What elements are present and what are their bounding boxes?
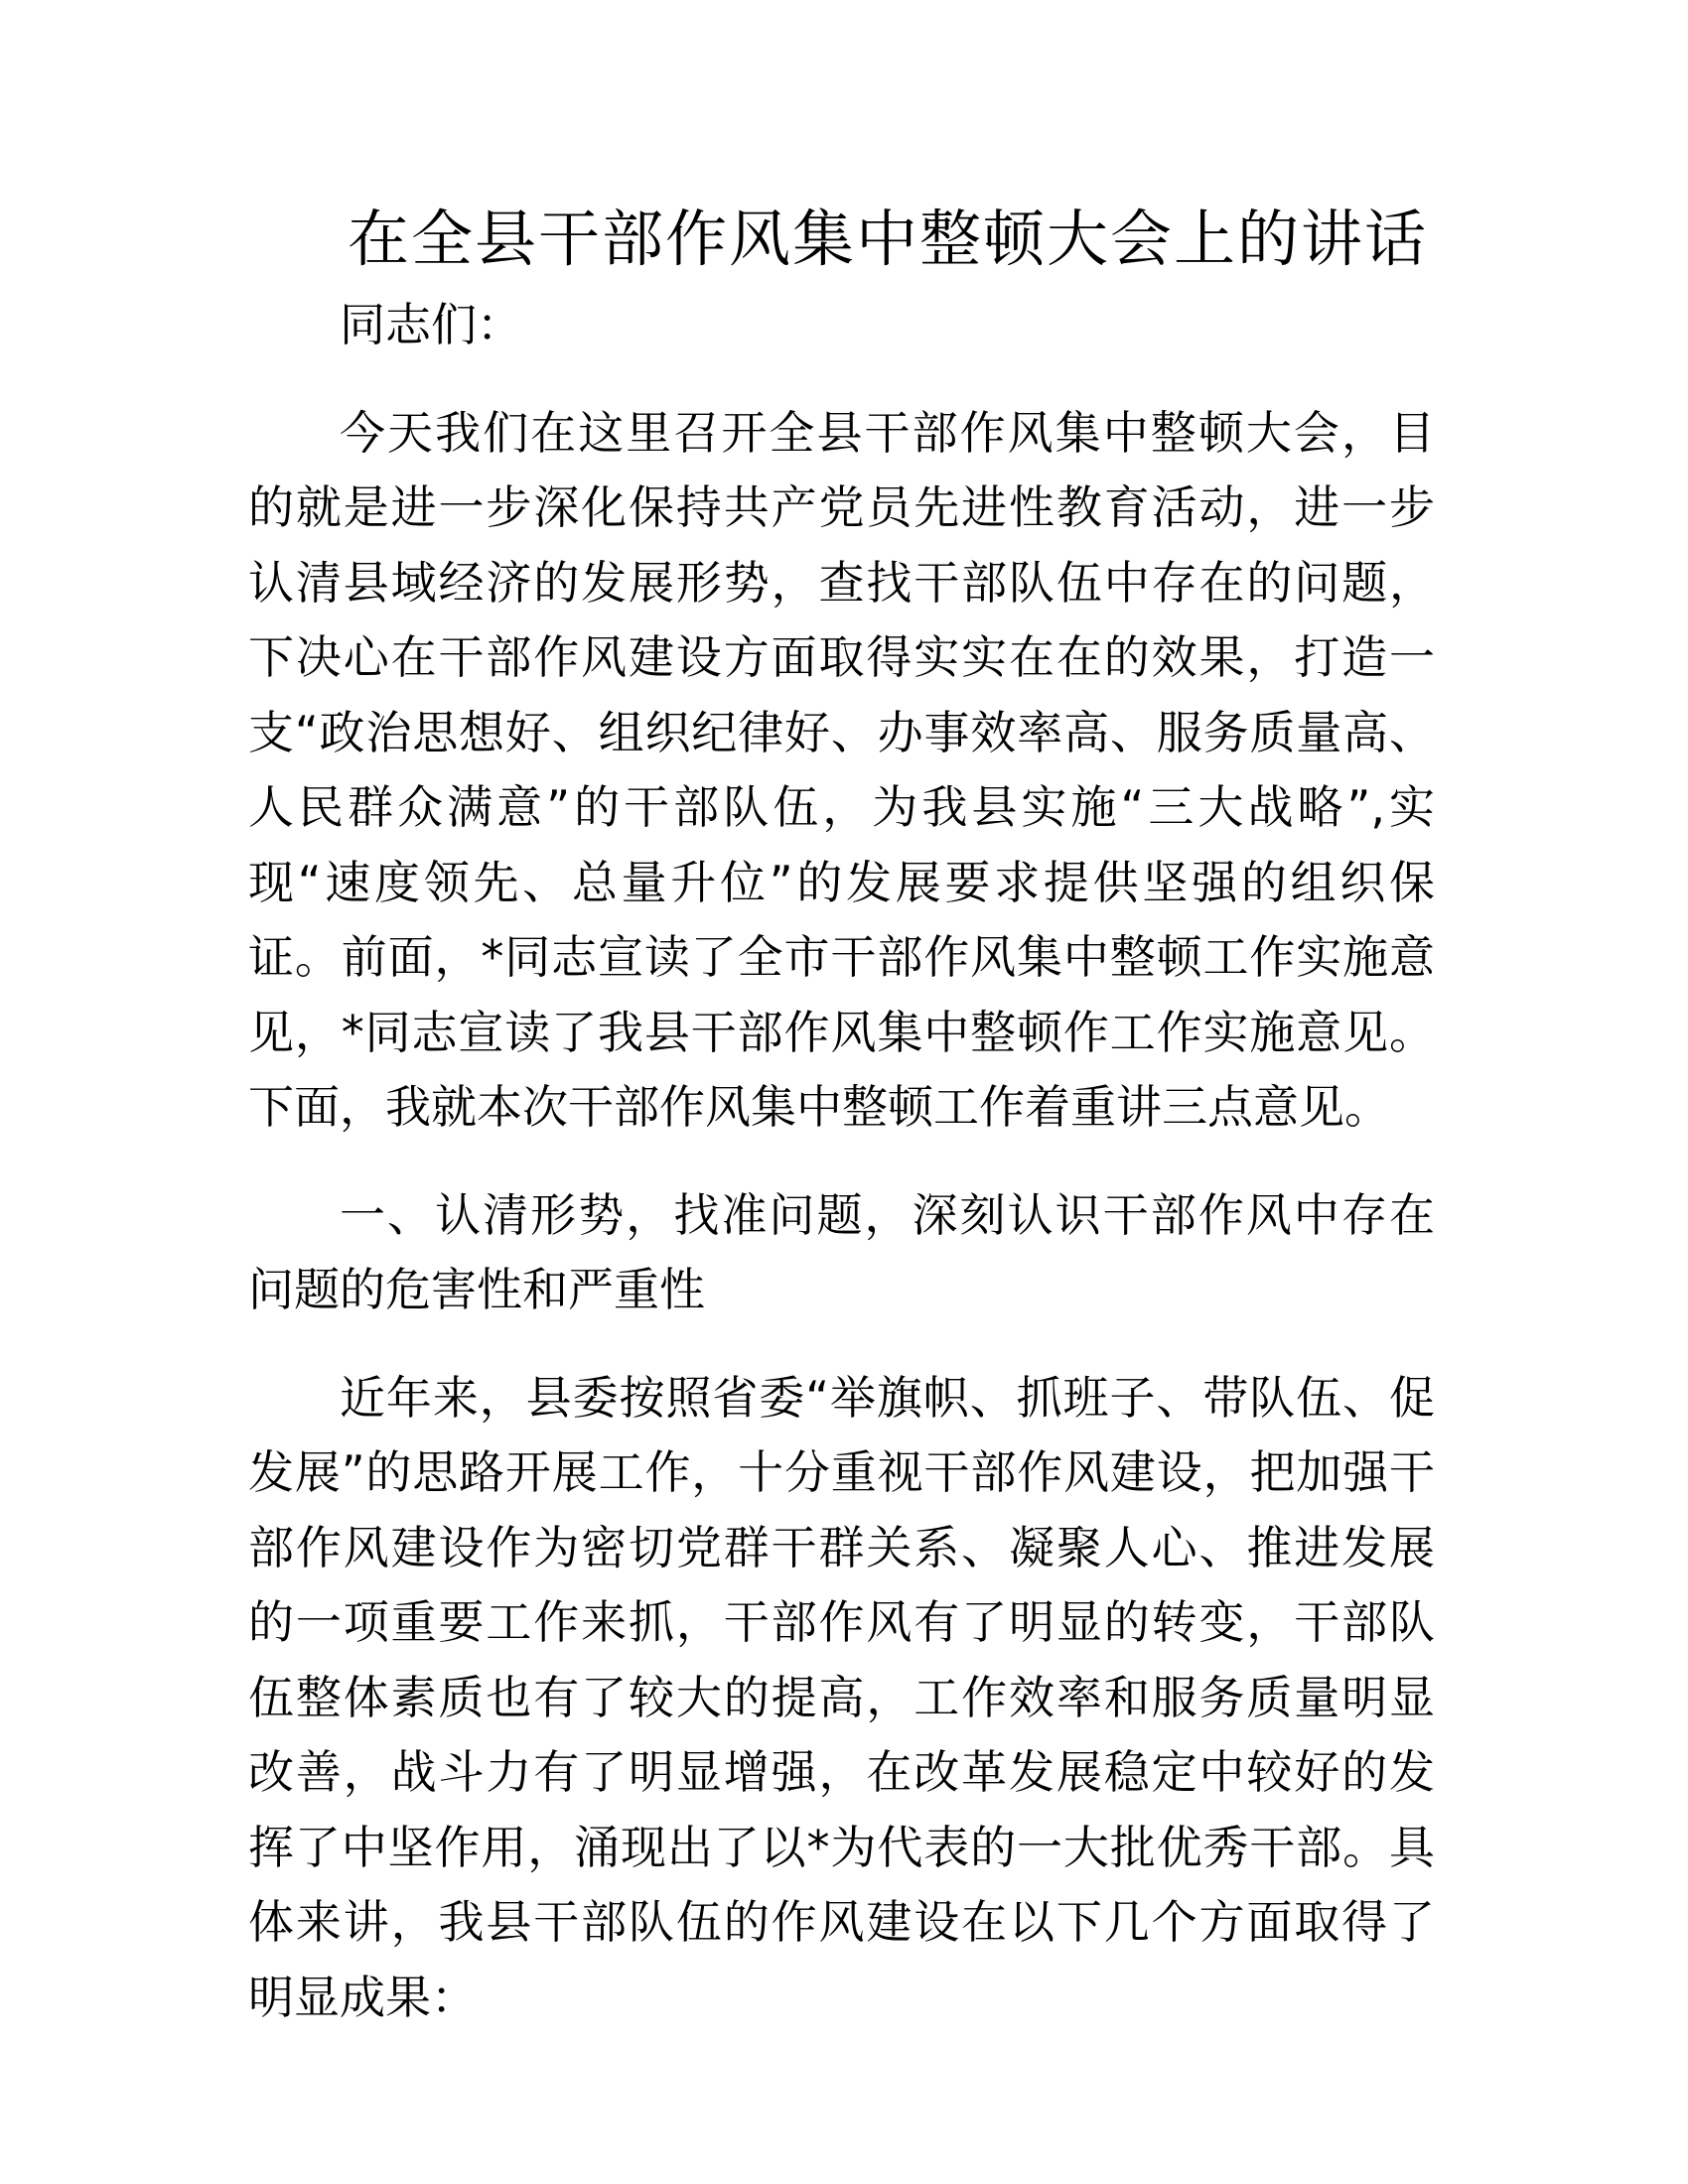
section-heading-1: 一、认清形势，找准问题，深刻认识干部作风中存在问题的危害性和严重性 [248,1187,1435,1316]
document-body [248,195,1435,2035]
greeting: 同志们： [340,298,522,351]
paragraph-intro: 今天我们在这里召开全县干部作风集中整顿大会，目的就是进一步深化保持共产党员先进性教育活动，进一步认清县域经济的发展形势，查找干部队伍中存在的问题，下决心在干部作风建设方面取得实实在在的效果，打造一支“政治思想好、组织纪律好、办事效率高、服务质量高、人民群众满意”的干部队伍，为我县实施“三大战略”,实现“速度领先、总量升位”的发展要求提供坚强的组织保证。前面，*同志宣读了全市干部作风集中整顿工作实施意见，*同志宣读了我县干部作风集中整顿作工作实施意见。下面，我就本次干部作风集中整顿工作着重讲三点意见。 [248,405,1435,1134]
document-title: 在全县干部作风集中整顿大会上的讲话 [348,203,1429,275]
paragraph-section-1: 近年来，县委按照省委“举旗帜、抓班子、带队伍、促发展”的思路开展工作，十分重视干部作风建设，把加强干部作风建设作为密切党群干群关系、凝聚人心、推进发展的一项重要工作来抓，干部作风有了明显的转变，干部队伍整体素质也有了较大的提高，工作效率和服务质量明显改善，战斗力有了明显增强，在改革发展稳定中较好的发挥了中坚作用，涌现出了以*为代表的一大批优秀干部。具体来讲，我县干部队伍的作风建设在以下几个方面取得了明显成果： [248,1370,1435,2024]
